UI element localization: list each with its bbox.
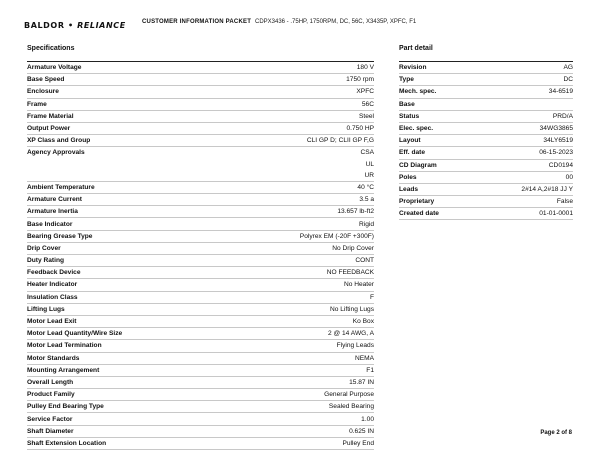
table-row	[27, 170, 374, 182]
table-row	[399, 123, 573, 135]
table-row	[399, 62, 573, 74]
table-row	[27, 182, 374, 194]
row-label: Service Factor	[27, 415, 73, 423]
table-row	[27, 206, 374, 218]
row-label: Poles	[399, 173, 417, 181]
packet-title: CUSTOMER INFORMATION PACKET	[142, 19, 252, 25]
row-label: Heater Indicator	[27, 281, 78, 289]
row-label: Frame Material	[27, 112, 74, 120]
row-value: 13.657 lb-ft2	[337, 208, 374, 216]
row-label: Motor Lead Exit	[27, 318, 77, 326]
row-value: 00	[565, 173, 573, 181]
table-row	[27, 243, 374, 255]
page-number: Page 2 of 8	[540, 430, 572, 436]
row-label: Armature Voltage	[27, 64, 82, 72]
row-value: 0.625 IN	[349, 427, 374, 435]
table-row	[27, 255, 374, 267]
table-row	[399, 208, 573, 220]
row-value: 2#14 A,2#18 JJ Y	[521, 185, 573, 193]
row-label: Proprietary	[399, 198, 435, 206]
row-value: 40 °C	[357, 183, 374, 191]
row-value: 3.5 a	[359, 196, 374, 204]
table-row	[27, 194, 374, 206]
row-label: Duty Rating	[27, 257, 64, 265]
row-value: 2 @ 14 AWG, A	[327, 330, 374, 338]
product-line: CDPX3436 - .75HP, 1750RPM, DC, 56C, X3435P, XPFC, F1	[255, 19, 417, 25]
row-value: Rigid	[358, 220, 374, 228]
table-row	[27, 218, 374, 230]
table-row	[27, 316, 374, 328]
row-value: F1	[366, 366, 374, 374]
row-label: Bearing Grease Type	[27, 232, 93, 240]
row-label: Frame	[27, 100, 47, 108]
row-value: CD0194	[548, 161, 573, 169]
row-label: Ambient Temperature	[27, 183, 95, 191]
row-value: 15.87 IN	[349, 378, 374, 386]
row-value: Steel	[358, 112, 374, 120]
table-row	[27, 135, 374, 147]
row-value: False	[556, 198, 573, 206]
logo-separator: •	[64, 20, 78, 30]
table-row	[399, 147, 573, 159]
row-value: PRD/A	[552, 112, 573, 120]
row-value: NEMA	[354, 354, 374, 362]
table-row	[27, 267, 374, 279]
row-label: Base Speed	[27, 76, 65, 84]
table-row	[27, 328, 374, 340]
table-row	[399, 160, 573, 172]
table-row	[399, 184, 573, 196]
table-row	[27, 159, 374, 170]
row-value: XPFC	[356, 88, 374, 96]
row-label: Lifting Lugs	[27, 305, 65, 313]
table-row	[27, 377, 374, 389]
row-value: 56C	[361, 100, 374, 108]
row-label: Agency Approvals	[27, 149, 85, 157]
row-label: Enclosure	[27, 88, 59, 96]
row-label: Leads	[399, 185, 419, 193]
row-label: Output Power	[27, 125, 71, 133]
row-label: Status	[399, 112, 420, 120]
table-row	[27, 389, 374, 401]
row-value: UR	[364, 171, 374, 179]
row-label: XP Class and Group	[27, 137, 91, 145]
table-row	[27, 365, 374, 377]
table-row	[399, 135, 573, 147]
table-row	[27, 147, 374, 158]
row-value: Polyrex EM (-20F +300F)	[299, 232, 374, 240]
row-value: No Heater	[343, 281, 374, 289]
row-value: DC	[563, 76, 573, 84]
row-value: 06-15-2023	[539, 149, 573, 157]
table-row	[27, 74, 374, 86]
row-value: F	[369, 293, 374, 301]
table-row	[27, 438, 374, 450]
row-label: Motor Lead Termination	[27, 342, 102, 350]
row-value: Sealed Bearing	[328, 403, 374, 411]
row-label: Drip Cover	[27, 244, 61, 252]
row-label: Elec. spec.	[399, 125, 434, 133]
brand-logo	[24, 18, 126, 32]
row-label: Overall Length	[27, 378, 74, 386]
row-value: CONT	[355, 257, 374, 265]
row-label: Type	[399, 76, 414, 84]
table-row	[27, 340, 374, 352]
row-label: Base Indicator	[27, 220, 73, 228]
logo-reliance: RELIANCE	[77, 20, 126, 30]
row-value: AG	[563, 64, 573, 72]
row-label: Insulation Class	[27, 293, 78, 301]
specifications-table	[27, 61, 374, 450]
row-value: NO FEEDBACK	[326, 269, 374, 277]
part-detail-table	[399, 61, 573, 220]
table-row	[27, 231, 374, 243]
row-value: CSA	[360, 149, 374, 157]
row-value: 1.00	[361, 415, 374, 423]
row-label: Revision	[399, 64, 427, 72]
row-label: Product Family	[27, 391, 75, 399]
table-row	[27, 111, 374, 123]
row-value: 34WG3865	[539, 125, 573, 133]
row-value: 180 V	[356, 64, 374, 72]
row-label: CD Diagram	[399, 161, 437, 169]
table-row	[399, 196, 573, 208]
row-value: 0.750 HP	[346, 125, 374, 133]
table-row	[399, 111, 573, 123]
row-value: No Lifting Lugs	[330, 305, 374, 313]
table-row	[27, 426, 374, 438]
table-row	[27, 62, 374, 74]
table-row	[27, 401, 374, 413]
row-label: Armature Inertia	[27, 208, 78, 216]
row-value: 1750 rpm	[346, 76, 374, 84]
row-label: Base	[399, 100, 415, 108]
row-label: Feedback Device	[27, 269, 81, 277]
part-detail-title: Part detail	[399, 45, 433, 52]
row-label: Motor Lead Quantity/Wire Size	[27, 330, 123, 338]
row-label: Eff. date	[399, 149, 426, 157]
table-row	[27, 279, 374, 291]
row-label: Mech. spec.	[399, 88, 437, 96]
row-label: Shaft Extension Location	[27, 439, 107, 447]
row-value: Pulley End	[342, 439, 374, 447]
row-value: UL	[365, 160, 374, 168]
row-value: Flying Leads	[336, 342, 374, 350]
table-row	[399, 172, 573, 184]
row-value: Ko Box	[352, 318, 374, 326]
row-label: Pulley End Bearing Type	[27, 403, 104, 411]
logo-text	[24, 21, 126, 30]
row-value: 34LY6519	[543, 137, 573, 145]
row-value: 34-6519	[548, 88, 573, 96]
table-row	[27, 123, 374, 135]
row-value: No Drip Cover	[332, 244, 374, 252]
table-row	[27, 413, 374, 425]
row-label: Motor Standards	[27, 354, 80, 362]
table-row	[399, 99, 573, 111]
table-row	[399, 86, 573, 98]
logo-baldor: BALDOR	[24, 20, 65, 30]
row-label: Armature Current	[27, 196, 82, 204]
table-row	[399, 74, 573, 86]
row-label: Layout	[399, 137, 421, 145]
row-value: General Purpose	[324, 391, 374, 399]
specifications-title: Specifications	[27, 45, 75, 52]
table-row	[27, 292, 374, 304]
table-row	[27, 304, 374, 316]
row-label: Shaft Diameter	[27, 427, 74, 435]
table-row	[27, 86, 374, 98]
table-row	[27, 353, 374, 365]
table-row	[27, 99, 374, 111]
row-value: 01-01-0001	[539, 210, 573, 218]
row-value: CLI GP D; CLII GP F,G	[306, 137, 374, 145]
row-label: Created date	[399, 210, 439, 218]
row-label: Mounting Arrangement	[27, 366, 100, 374]
